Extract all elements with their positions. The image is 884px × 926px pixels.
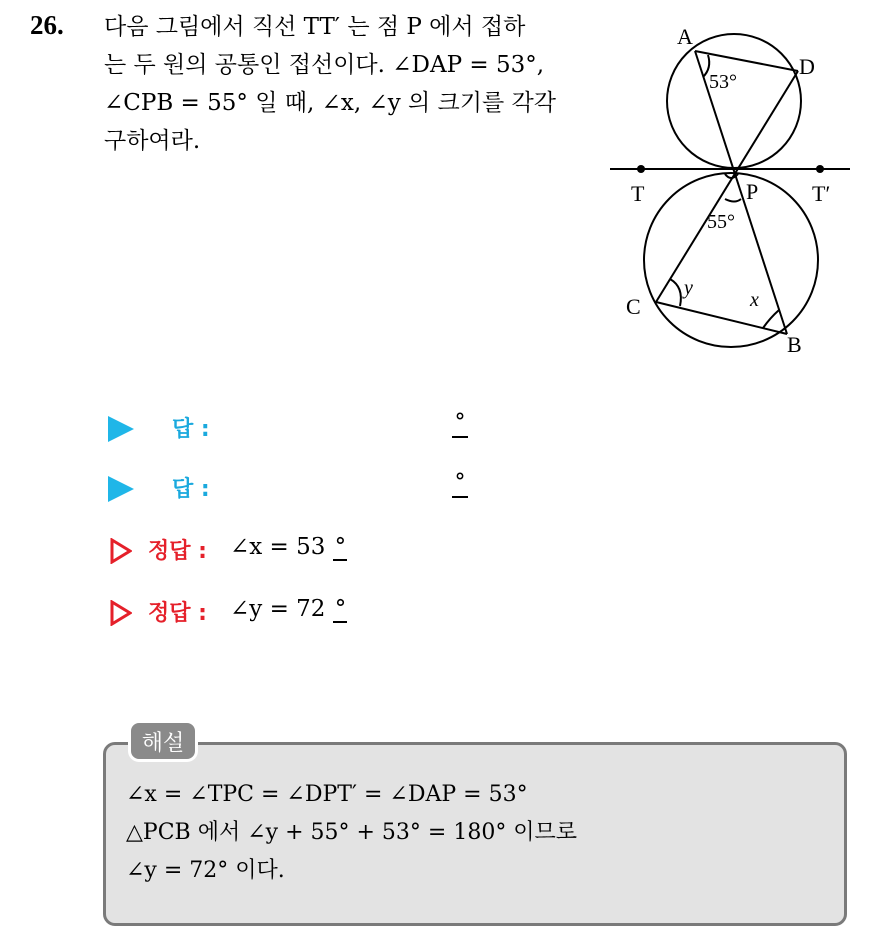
correct-answer-x — [230, 534, 347, 561]
solution-line: ∠y = 72° 이다. — [126, 858, 285, 883]
outline-triangle-icon — [110, 538, 132, 564]
arc-cpb — [725, 199, 741, 202]
correct-answer-row-x — [108, 534, 468, 570]
answer-blank[interactable]: ° — [452, 410, 468, 438]
label-p: P — [746, 179, 759, 204]
point-t-dot — [637, 165, 645, 173]
question-line: ∠CPB = 55° 일 때, ∠x, ∠y 의 크기를 각각 — [104, 90, 556, 116]
geometry-figure — [600, 14, 860, 364]
correct-answer-y — [230, 596, 347, 623]
solution-line: ∠x = ∠TPC = ∠DPT′ = ∠DAP = 53° — [126, 782, 528, 807]
correct-answer-label: 정답 : — [148, 601, 207, 626]
answer-label: 답 : — [172, 417, 210, 442]
answer-row-2 — [108, 472, 488, 508]
degree-mark: ° — [334, 596, 347, 622]
answer-label: 답 : — [172, 477, 210, 502]
angle-label-y: y — [684, 277, 693, 299]
arc-y — [670, 279, 681, 306]
angle-label-55: 55° — [707, 211, 735, 233]
label-c: C — [626, 294, 641, 319]
play-triangle-icon — [108, 416, 134, 442]
label-d: D — [799, 54, 815, 79]
solution-tag: 해설 — [128, 720, 198, 762]
point-tprime-dot — [816, 165, 824, 173]
answer-blank[interactable]: ° — [452, 470, 468, 498]
answer-x-value: ∠x = 53 — [230, 534, 326, 560]
angle-label-x: x — [750, 289, 759, 311]
question-number: 26. — [30, 10, 64, 40]
question-line: 구하여라. — [104, 128, 201, 154]
label-tprime: T′ — [812, 181, 831, 206]
label-b: B — [787, 332, 802, 357]
solution-line: △PCB 에서 ∠y + 55° + 53° = 180° 이므로 — [126, 820, 578, 845]
question-line: 다음 그림에서 직선 TT′ 는 점 P 에서 접하 — [104, 14, 526, 40]
degree-mark: ° — [334, 534, 347, 560]
label-a: A — [677, 24, 693, 49]
answer-row-1 — [108, 412, 488, 448]
outline-triangle-icon — [110, 600, 132, 626]
arc-x — [763, 310, 779, 328]
question-line: 는 두 원의 공통인 접선이다. ∠DAP = 53°, — [104, 52, 545, 78]
play-triangle-icon — [108, 476, 134, 502]
angle-label-53: 53° — [709, 71, 737, 93]
question-text — [104, 8, 584, 160]
answer-y-value: ∠y = 72 — [230, 596, 326, 622]
correct-answer-label: 정답 : — [148, 539, 207, 564]
segment-cb — [656, 302, 787, 334]
segment-ab — [695, 51, 787, 334]
solution-text — [126, 776, 577, 890]
correct-answer-row-y — [108, 596, 468, 632]
label-t: T — [631, 181, 645, 206]
upper-circle — [667, 34, 801, 168]
